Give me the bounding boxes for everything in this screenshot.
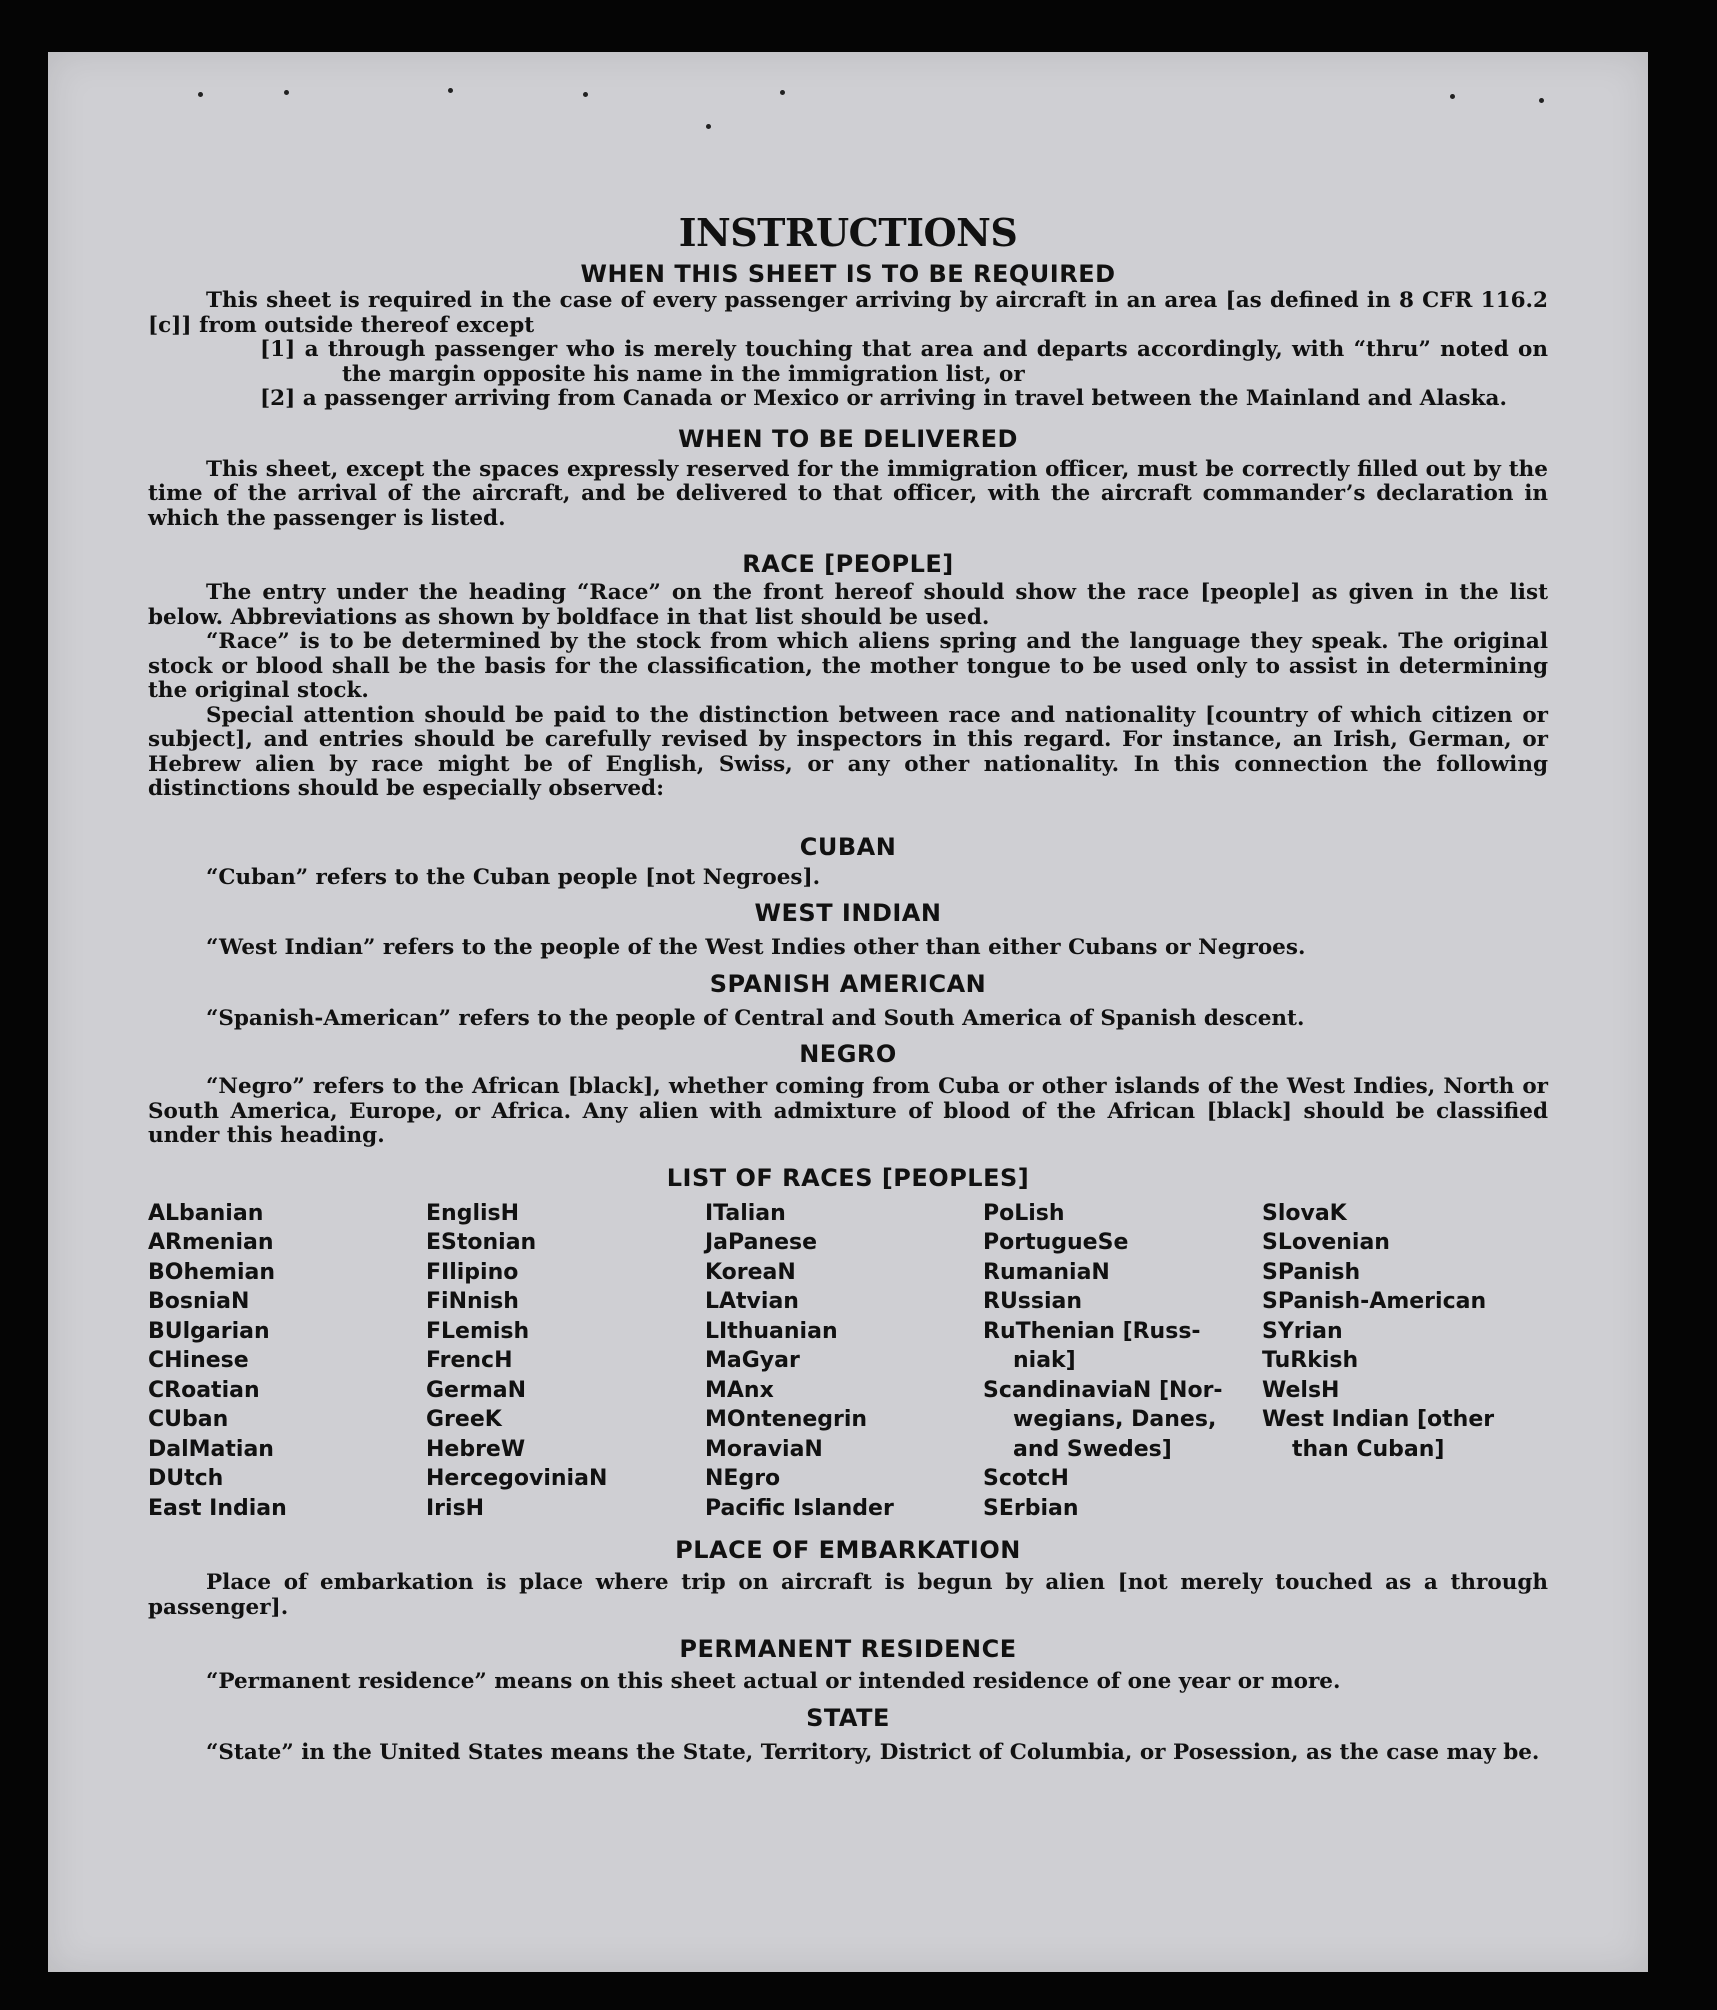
section-heading-negro: NEGRO	[799, 1040, 897, 1068]
list-item: [1] a through passenger who is merely touching that area and departs accordingly, with “thru” noted on the margin opposite his name in the immigration list, or	[260, 337, 1548, 387]
race-entry: CUban	[148, 1407, 229, 1432]
paragraph-spanish-american: “Spanish-American” refers to the people of Central and South America of Spanish descent.	[206, 1005, 1305, 1031]
race-entry: MoraviaN	[705, 1436, 823, 1462]
race-entry: ALbanian	[148, 1200, 264, 1226]
race-entry: SlovaK	[1262, 1200, 1347, 1226]
race-entry: East Indian	[148, 1495, 287, 1521]
race-entry: LAtvian	[705, 1289, 799, 1314]
paragraph-state: “State” in the United States means the State, Territory, District of Columbia, or Posession, as the case may be.	[206, 1739, 1540, 1765]
race-entry: West Indian [other	[1262, 1407, 1495, 1432]
race-column	[426, 1199, 705, 1524]
race-entry: FiNnish	[426, 1289, 519, 1314]
race-entry: GreeK	[426, 1407, 502, 1432]
race-entry: MaGyar	[705, 1348, 800, 1373]
race-entry: EStonian	[426, 1230, 537, 1255]
race-entry: LIthuanian	[705, 1318, 838, 1344]
race-entry: ScandinaviaN [Nor-	[983, 1377, 1223, 1403]
speck	[1539, 98, 1544, 103]
section-heading-when-required: WHEN THIS SHEET IS TO BE REQUIRED	[580, 260, 1116, 288]
race-entry: than Cuban]	[1292, 1436, 1445, 1462]
race-entry: DUtch	[148, 1466, 224, 1491]
section-heading-spanish-american: SPANISH AMERICAN	[709, 969, 987, 998]
speck	[583, 92, 588, 97]
race-entry: NEgro	[705, 1466, 781, 1491]
race-entry: FrencH	[426, 1348, 513, 1373]
race-entry: KoreaN	[705, 1259, 796, 1285]
race-entry: CRoatian	[148, 1377, 260, 1403]
race-entry: ITalian	[705, 1200, 786, 1226]
race-entry: JaPanese	[705, 1230, 818, 1255]
speck	[198, 92, 203, 97]
paragraph-when-required: This sheet is required in the case of every passenger arriving by aircraft in an area [as defined in 8 CFR 116.2 [c]] from outside thereof except	[148, 288, 1548, 338]
race-entry: ARmenian	[148, 1230, 274, 1255]
race-entry: SErbian	[983, 1495, 1079, 1521]
speck	[706, 124, 711, 129]
section-heading-permanent-residence: PERMANENT RESIDENCE	[679, 1635, 1017, 1663]
document-sheet	[48, 52, 1648, 1972]
race-entry: TuRkish	[1262, 1348, 1359, 1373]
race-entry: HercegoviniaN	[426, 1466, 608, 1491]
speck	[284, 90, 289, 95]
paragraph-when-delivered: This sheet, except the spaces expressly reserved for the immigration officer, must be correctly filled out by the time of the arrival of the aircraft, and be delivered to that officer, with the aircraft commander’s declaration in which the passenger is listed.	[148, 456, 1548, 531]
race-entry: IrisH	[426, 1495, 485, 1521]
speck	[1450, 94, 1455, 99]
race-entry: BUlgarian	[148, 1318, 270, 1344]
race-entry: WelsH	[1262, 1377, 1340, 1403]
race-entry: EnglisH	[426, 1200, 520, 1226]
paragraph-west-indian: “West Indian” refers to the people of the West Indies other than either Cubans or Negroes.	[206, 935, 1306, 960]
section-heading-state: STATE	[806, 1703, 890, 1732]
section-heading-list-of-races: LIST OF RACES [PEOPLES]	[666, 1163, 1030, 1192]
paragraph-cuban: “Cuban” refers to the Cuban people [not Negroes].	[206, 864, 821, 890]
paragraph-negro: “Negro” refers to the African [black], whether coming from Cuba or other islands of the West Indies, North or South America, Europe, or Africa. Any alien with admixture of blood of the African [black] should be classified under this heading.	[148, 1074, 1548, 1148]
race-column	[148, 1199, 426, 1524]
race-entry: PortugueSe	[983, 1230, 1129, 1255]
race-entry: DalMatian	[148, 1436, 274, 1462]
paragraph-race: “Race” is to be determined by the stock from which aliens spring and the language they speak. The original stock or blood shall be the basis for the classification, the mother tongue to be used only to assist in determining the original stock.	[148, 629, 1548, 703]
race-entry: GermaN	[426, 1377, 527, 1403]
race-entry: BOhemian	[148, 1259, 276, 1285]
race-entry: niak]	[1013, 1348, 1076, 1373]
race-entry: MOntenegrin	[705, 1407, 868, 1432]
race-list	[148, 1199, 1548, 1524]
section-heading-west-indian: WEST INDIAN	[754, 899, 942, 927]
race-entry: wegians, Danes,	[1013, 1407, 1217, 1432]
race-entry: RumaniaN	[983, 1259, 1110, 1285]
list-item: [2] a passenger arriving from Canada or Mexico or arriving in travel between the Mainland and Alaska.	[260, 386, 1507, 411]
section-heading-cuban: CUBAN	[799, 832, 897, 861]
section-heading-when-delivered: WHEN TO BE DELIVERED	[678, 424, 1018, 453]
paragraph-permanent-residence: “Permanent residence” means on this sheet actual or intended residence of one year or more.	[206, 1669, 1341, 1694]
race-entry: RuThenian [Russ-	[983, 1318, 1201, 1344]
race-entry: SPanish	[1262, 1259, 1361, 1285]
section-heading-race: RACE [PEOPLE]	[742, 550, 954, 578]
speck	[780, 90, 785, 95]
section-heading-place-of-embarkation: PLACE OF EMBARKATION	[675, 1536, 1021, 1564]
paragraph-race: Special attention should be paid to the distinction between race and nationality [country of which citizen or subject], and entries should be carefully revised by inspectors in this regard. For instance, an Irish, German, or Hebrew alien by race might be of English, Swiss, or any other nationality. In this connection the following distinctions should be especially observed:	[148, 702, 1548, 801]
race-entry: SLovenian	[1262, 1230, 1390, 1255]
race-column	[1262, 1199, 1542, 1524]
race-entry: SYrian	[1262, 1318, 1343, 1344]
race-entry: RUssian	[983, 1289, 1083, 1314]
race-entry: ScotcH	[983, 1466, 1069, 1491]
paragraph-place-of-embarkation: Place of embarkation is place where trip on aircraft is begun by alien [not merely touched as a through passenger].	[148, 1570, 1548, 1620]
race-entry: Pacific Islander	[705, 1495, 894, 1521]
race-entry: BosniaN	[148, 1289, 250, 1314]
race-entry: PoLish	[983, 1200, 1065, 1226]
race-column	[983, 1199, 1262, 1524]
race-entry: FIlipino	[426, 1259, 519, 1285]
instructions-content	[148, 160, 1548, 1765]
race-entry: SPanish-American	[1262, 1289, 1487, 1314]
race-entry: MAnx	[705, 1377, 774, 1403]
paragraph-race: The entry under the heading “Race” on the front hereof should show the race [people] as given in the list below. Abbreviations as shown by boldface in that list should be used.	[148, 580, 1548, 630]
race-entry: CHinese	[148, 1348, 249, 1373]
race-column	[705, 1199, 983, 1524]
speck	[448, 88, 453, 93]
race-entry: FLemish	[426, 1318, 530, 1344]
race-entry: and Swedes]	[1013, 1436, 1172, 1462]
race-entry: HebreW	[426, 1436, 526, 1462]
page-title: INSTRUCTIONS	[678, 210, 1018, 255]
